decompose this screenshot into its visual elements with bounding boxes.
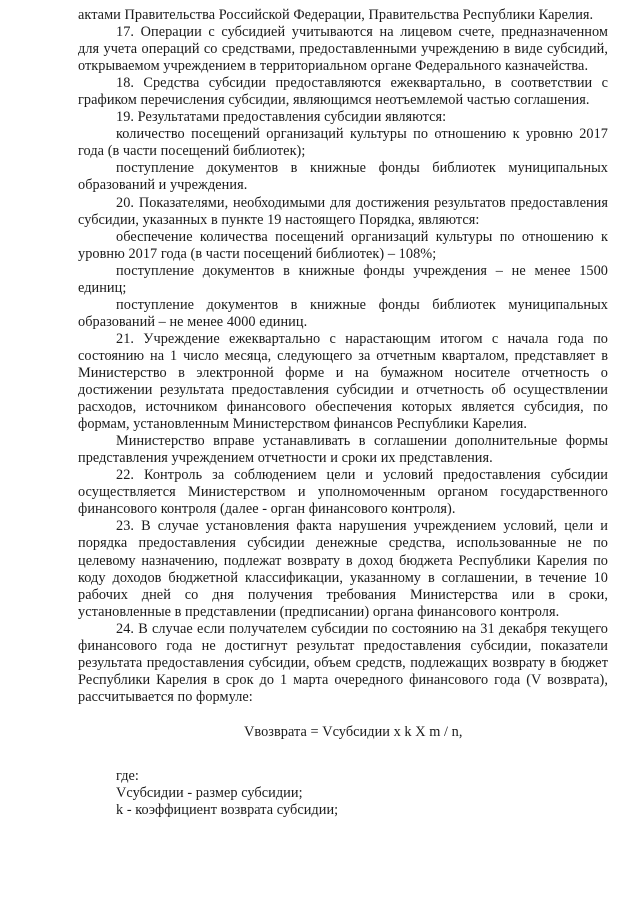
paragraph-19-item-2: поступление документов в книжные фонды библиотек муниципальных образований и учреждения.	[78, 160, 608, 194]
paragraph-24: 24. В случае если получателем субсидии по состоянию на 31 декабря текущего финансового года не достигнут результат предоставления субсидии, показатели результата предоставления субсидии, объем средств, подлежащих возврату в бюджет Республики Карелия в срок до 1 марта очередного финансового года (V возврата), рассчитывается по формуле:	[78, 620, 608, 705]
paragraph-21: 21. Учреждение ежеквартально с нарастающим итогом с начала года по состоянию на 1 число месяца, следующего за отчетным кварталом, представляет в Министерство в электронной форме и на бумажном носителе отчетность о достижении результата предоставления субсидии и отчетность об осуществлении расходов, источником финансового обеспечения которых является субсидия, по формам, установленным Министерством финансов Республики Карелия.	[78, 330, 608, 433]
document-text	[78, 7, 608, 819]
definition-where: где:	[116, 767, 139, 784]
paragraph-18: 18. Средства субсидии предоставляются ежеквартально, в соответствии с графиком перечисления субсидии, являющимся неотъемлемой частью соглашения.	[78, 75, 608, 109]
paragraph-19-item-1: количество посещений организаций культуры по отношению к уровню 2017 года (в части посещений библиотек);	[78, 126, 608, 160]
paragraph-20-item-3: поступление документов в книжные фонды библиотек муниципальных образований – не менее 4000 единиц.	[78, 296, 608, 330]
paragraph-continuation: актами Правительства Российской Федерации, Правительства Республики Карелия.	[78, 7, 594, 23]
paragraph-22: 22. Контроль за соблюдением цели и условий предоставления субсидии осуществляется Министерством и уполномоченным органом государственного финансового контроля (далее - орган финансового контроля).	[78, 467, 608, 518]
definition-k: k - коэффициент возврата субсидии;	[116, 802, 339, 819]
paragraph-20-item-1: обеспечение количества посещений организаций культуры по отношению к уровню 2017 года (в части посещений библиотек) – 108%;	[78, 228, 608, 262]
paragraph-20: 20. Показателями, необходимыми для достижения результатов предоставления субсидии, указанных в пункте 19 настоящего Порядка, являются:	[78, 194, 608, 228]
paragraph-17: 17. Операции с субсидией учитываются на лицевом счете, предназначенном для учета операций со средствами, предоставленными учреждению в виде субсидий, открываемом учреждением в территориальном органе Федерального казначейства.	[78, 24, 608, 75]
paragraph-20-item-2: поступление документов в книжные фонды учреждения – не менее 1500 единиц;	[78, 262, 608, 296]
paragraph-23: 23. В случае установления факта нарушения учреждением условий, цели и порядка предоставления субсидии денежные средства, использованные не по целевому назначению, подлежат возврату в доход бюджета Республики Карелия по коду доходов бюджетной классификации, указанному в соглашении, в течение 10 рабочих дней со дня получения требования Министерства или в сроки, установленные в представлении (предписании) органа финансового контроля.	[78, 518, 608, 620]
paragraph-21-addendum: Министерство вправе устанавливать в соглашении дополнительные формы представления учреждением отчетности и сроки их представления.	[78, 433, 608, 467]
formula: Vвозврата = Vсубсидии x k X m / n,	[244, 723, 463, 740]
definition-v-subsidy: Vсубсидии - размер субсидии;	[116, 785, 303, 802]
paragraph-19: 19. Результатами предоставления субсидии являются:	[116, 109, 447, 126]
